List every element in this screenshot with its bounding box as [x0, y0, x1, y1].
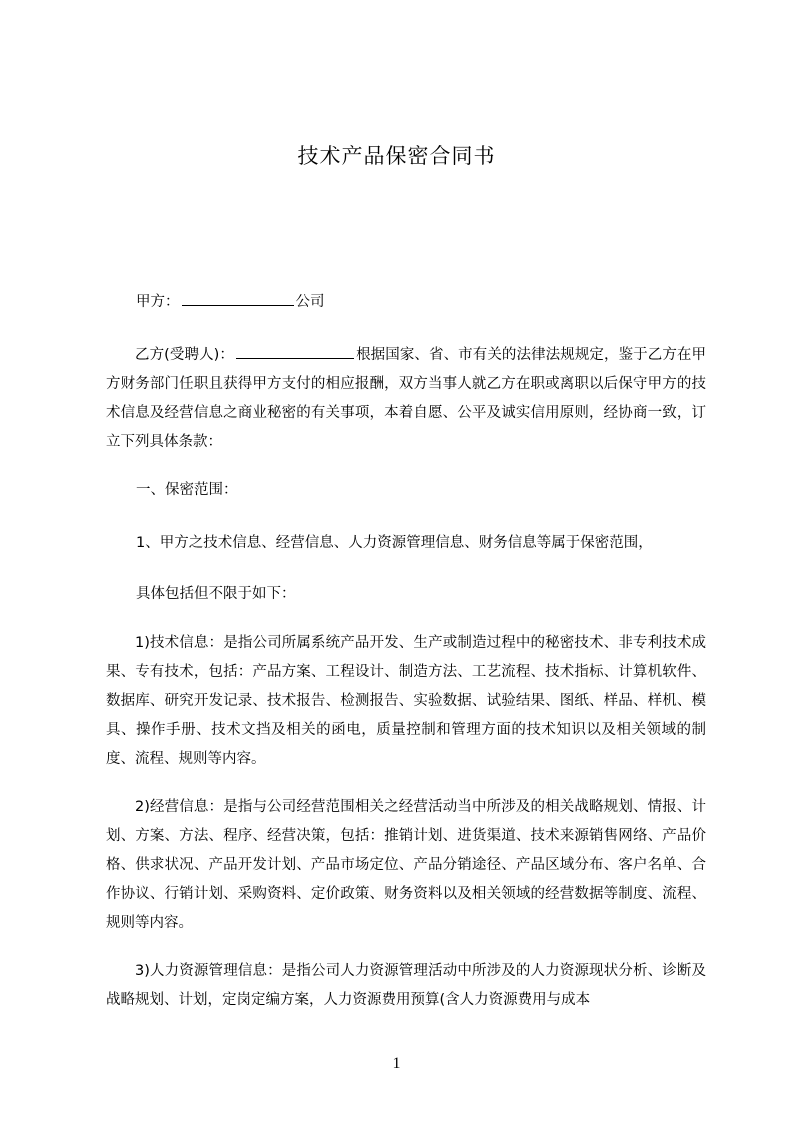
party-b-paragraph: [106, 341, 706, 457]
party-b-label: 乙方(受聘人)：: [135, 347, 234, 363]
party-a-blank: [182, 290, 294, 306]
party-a-line: [136, 290, 325, 312]
party-a-suffix: 公司: [295, 294, 325, 310]
page-number: 1: [392, 1055, 401, 1072]
technical-info-paragraph: 1)技术信息：是指公司所属系统产品开发、生产或制造过程中的秘密技术、非专利技术成果、专有技术，包括：产品方案、工程设计、制造方法、工艺流程、技术指标、计算机软件、数据库、研究开发记录、技术报告、检测报告、实验数据、试验结果、图纸、样品、样机、模具、操作手册、技术文挡及相关的函电，质量控制和管理方面的技术知识以及相关领域的制度、流程、规则等内容。: [106, 635, 706, 767]
clause-1: 1、甲方之技术信息、经营信息、人力资源管理信息、财务信息等属于保密范围，: [136, 535, 653, 551]
clause-1-continued: 具体包括但不限于如下：: [136, 586, 296, 602]
hr-info-paragraph: 3)人力资源管理信息：是指公司人力资源管理活动中所涉及的人力资源现状分析、诊断及战略规划、计划，定岗定编方案，人力资源费用预算(含人力资源费用与成本: [106, 963, 706, 1008]
section-heading: 一、保密范围：: [136, 482, 238, 498]
party-b-text: 根据国家、省、市有关的法律法规规定，鉴于乙方在甲方财务部门任职且获得甲方支付的相应报酬，双方当事人就乙方在职或离职以后保守甲方的技术信息及经营信息之商业秘密的有关事项，本着自愿、公平及诚实信用原则，经协商一致，订立下列具体条款：: [106, 347, 706, 450]
party-b-blank: [236, 343, 354, 359]
business-info-paragraph: 2)经营信息：是指与公司经营范围相关之经营活动当中所涉及的相关战略规划、情报、计划、方案、方法、程序、经营决策，包括：推销计划、进货渠道、技术来源销售网络、产品价格、供求状况、产品开发计划、产品市场定位、产品分销途径、产品区域分布、客户名单、合作协议、行销计划、采购资料、定价政策、财务资料以及相关领域的经营数据等制度、流程、规则等内容。: [106, 799, 706, 931]
party-a-label: 甲方：: [136, 294, 180, 310]
document-title: 技术产品保密合同书: [297, 144, 496, 168]
